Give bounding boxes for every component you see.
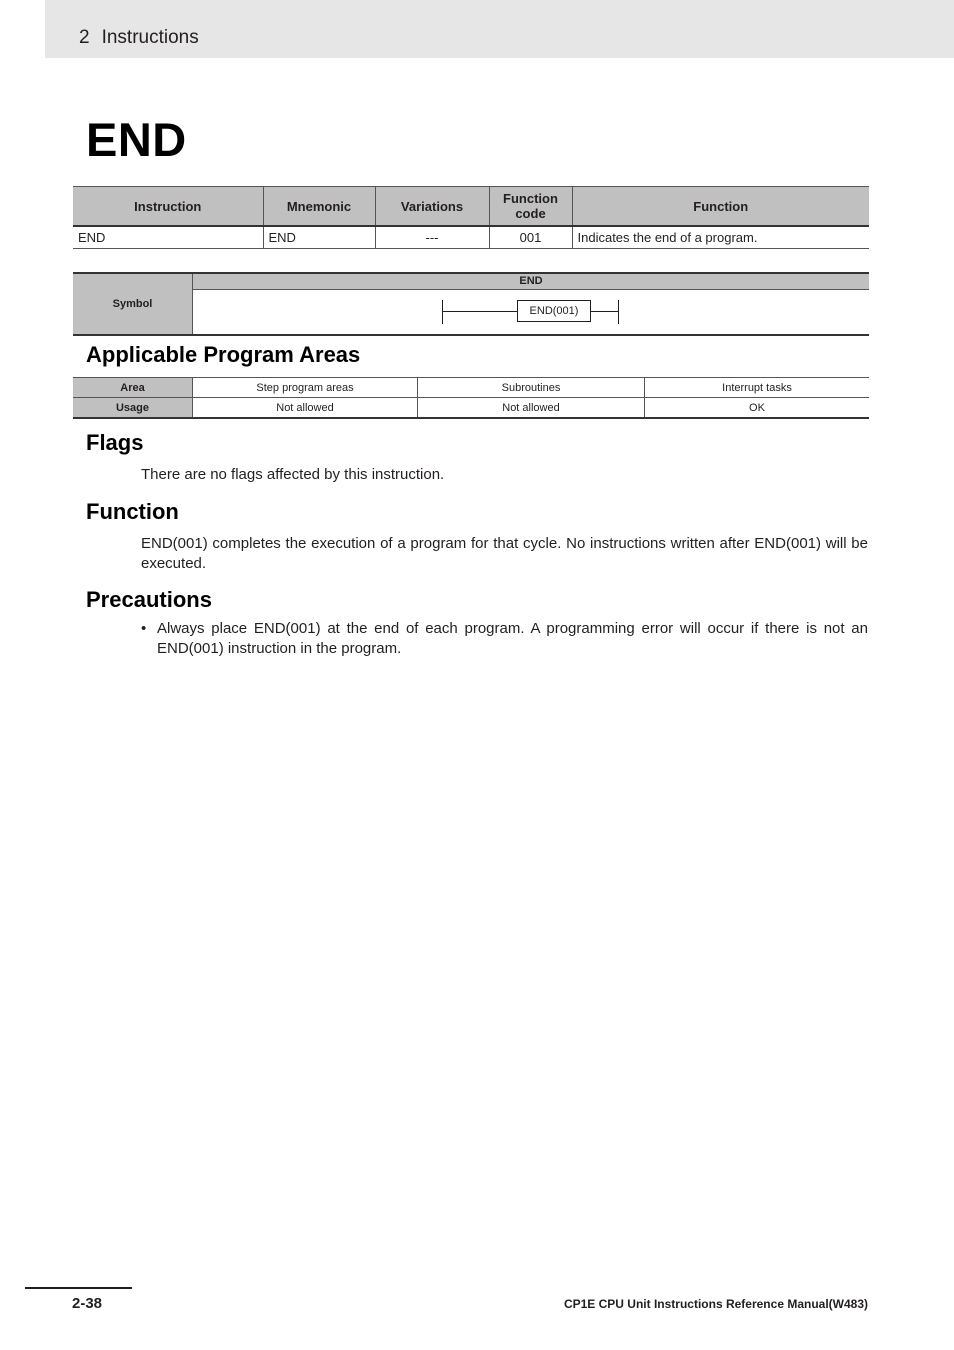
manual-title: CP1E CPU Unit Instructions Reference Manual(W483) <box>563 1297 868 1311</box>
table-row <box>73 226 869 249</box>
column-header-mnemonic: Mnemonic <box>263 187 375 227</box>
cell-mnemonic: END <box>263 226 375 249</box>
column-header-function-code: Function code <box>489 187 572 227</box>
flags-text: There are no flags affected by this instruction. <box>141 466 445 483</box>
row-header-area: Area <box>73 378 193 398</box>
cell-step-program-areas: Step program areas <box>193 378 418 398</box>
ladder-input-wire <box>443 311 517 312</box>
row-header-usage: Usage <box>73 398 193 419</box>
column-header-function: Function <box>572 187 869 227</box>
section-heading-flags: Flags <box>86 430 144 455</box>
ladder-right-bus-bar <box>618 300 619 324</box>
instruction-table <box>73 186 869 249</box>
chapter-number: 2 <box>79 27 90 48</box>
cell-subroutines: Subroutines <box>418 378 645 398</box>
section-heading-applicable-program-areas: Applicable Program Areas <box>86 342 361 367</box>
precaution-text: Always place END(001) at the end of each program. A programming error will occur if there is not an END(001) instruction in the program. <box>157 620 868 657</box>
page-number: 2-38 <box>72 1295 103 1312</box>
bullet-icon: • <box>141 620 147 637</box>
ladder-output-wire <box>591 311 618 312</box>
cell-usage-step-program: Not allowed <box>193 398 418 419</box>
column-header-instruction: Instruction <box>73 187 263 227</box>
cell-function: Indicates the end of a program. <box>572 226 869 249</box>
cell-interrupt-tasks: Interrupt tasks <box>645 378 870 398</box>
applicable-areas-table <box>73 377 869 419</box>
cell-usage-interrupt-tasks: OK <box>645 398 870 419</box>
section-heading-function: Function <box>86 499 179 524</box>
cell-instruction: END <box>73 226 263 249</box>
ladder-symbol-diagram <box>193 290 869 334</box>
symbol-heading: END <box>193 274 869 290</box>
list-item <box>141 619 868 659</box>
chapter-header <box>79 27 199 49</box>
table-row <box>73 378 869 398</box>
symbol-label: Symbol <box>73 274 193 334</box>
column-header-variations: Variations <box>375 187 489 227</box>
instruction-table-header-row <box>73 187 869 227</box>
symbol-table <box>73 272 869 336</box>
table-row <box>73 398 869 419</box>
cell-function-code: 001 <box>489 226 572 249</box>
page-title: END <box>86 113 187 166</box>
chapter-title: Instructions <box>101 27 199 48</box>
cell-variations: --- <box>375 226 489 249</box>
ladder-instruction-box: END(001) <box>517 300 591 322</box>
ladder-left-bus-bar <box>442 300 443 324</box>
section-heading-precautions: Precautions <box>86 587 212 612</box>
footer-rule <box>25 1287 132 1289</box>
cell-usage-subroutines: Not allowed <box>418 398 645 419</box>
function-text: END(001) completes the execution of a program for that cycle. No instructions written after END(001) will be executed. <box>141 535 868 572</box>
